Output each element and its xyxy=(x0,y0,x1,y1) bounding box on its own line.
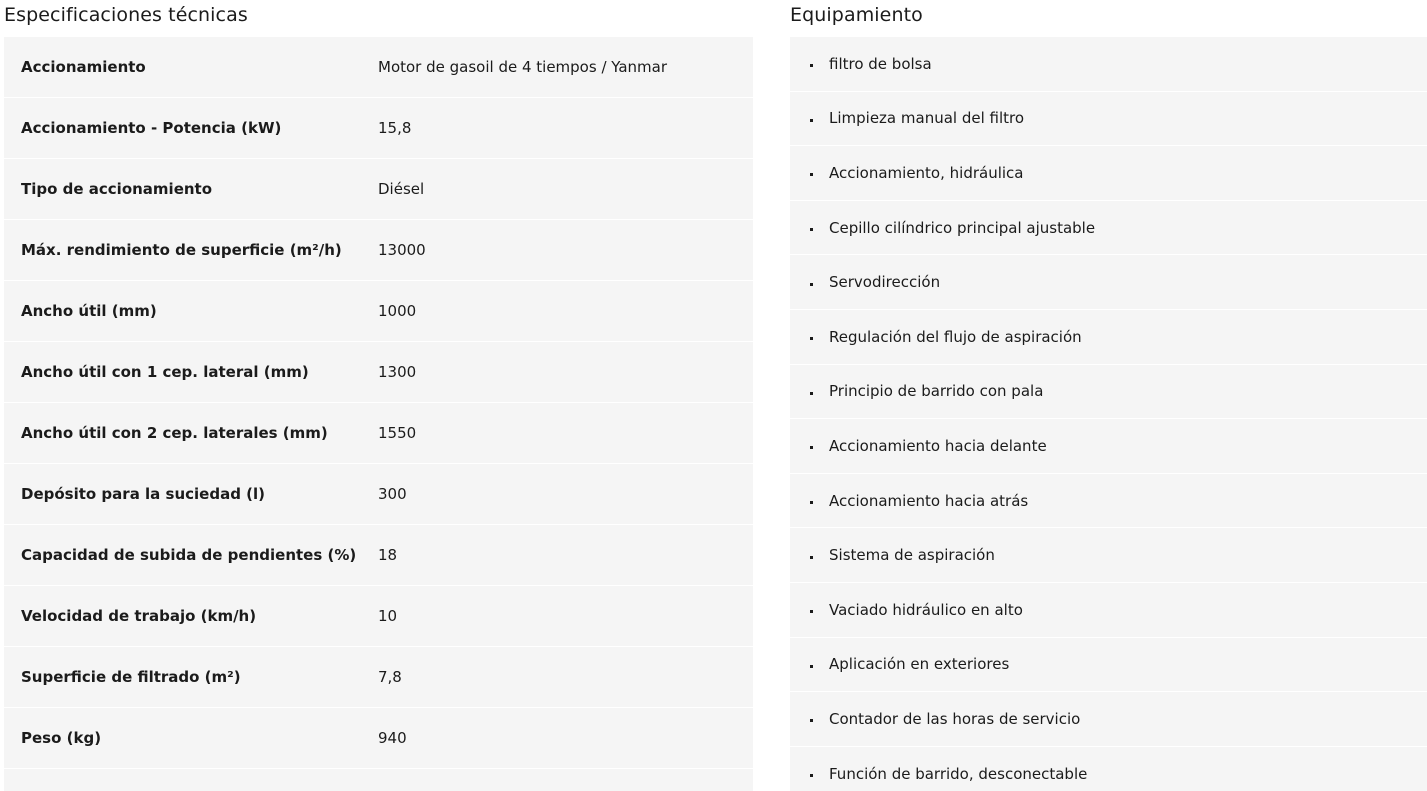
equipment-item-label: Sistema de aspiración xyxy=(829,546,995,565)
bullet-icon xyxy=(810,719,813,722)
equipment-item xyxy=(790,474,1427,529)
spec-value: 10 xyxy=(378,607,398,625)
equipment-item xyxy=(790,528,1427,583)
bullet-icon xyxy=(810,446,813,449)
equipment-item xyxy=(790,201,1427,256)
equipment-item xyxy=(790,310,1427,365)
bullet-icon xyxy=(810,556,813,559)
bullet-icon xyxy=(810,774,813,777)
spec-label: Ancho útil con 2 cep. laterales (mm) xyxy=(21,424,328,442)
spec-row xyxy=(4,159,753,220)
bullet-icon xyxy=(810,665,813,668)
bullet-icon xyxy=(810,119,813,122)
spec-value: 1550 xyxy=(378,424,417,442)
spec-value: 7,8 xyxy=(378,668,402,686)
equipment-item xyxy=(790,146,1427,201)
bullet-icon xyxy=(810,610,813,613)
spec-row xyxy=(4,708,753,769)
spec-value: 940 xyxy=(378,729,407,747)
equipment-item-label: Cepillo cilíndrico principal ajustable xyxy=(829,218,1096,237)
equipment-item-label: Función de barrido, desconectable xyxy=(829,764,1088,783)
equipment-item-label: Principio de barrido con pala xyxy=(829,382,1044,401)
spec-label: Máx. rendimiento de superficie (m²/h) xyxy=(21,241,342,259)
spec-label: Capacidad de subida de pendientes (%) xyxy=(21,546,357,564)
spec-value: 300 xyxy=(378,485,407,503)
spec-value: Diésel xyxy=(378,180,425,198)
equipment-item xyxy=(790,638,1427,693)
equipment-item xyxy=(790,365,1427,420)
bullet-icon xyxy=(810,228,813,231)
equipment-title: Equipamiento xyxy=(790,4,923,26)
spec-label: Peso (kg) xyxy=(21,729,102,747)
spec-label: Tipo de accionamiento xyxy=(21,180,213,198)
equipment-item-label: Aplicación en exteriores xyxy=(829,655,1010,674)
spec-row xyxy=(4,525,753,586)
spec-label: Accionamiento - Potencia (kW) xyxy=(21,119,282,137)
bullet-icon xyxy=(810,64,813,67)
equipment-item-label: Accionamiento hacia delante xyxy=(829,436,1047,455)
spec-label: Velocidad de trabajo (km/h) xyxy=(21,607,257,625)
equipment-item-label: Servodirección xyxy=(829,273,941,292)
equipment-item xyxy=(790,255,1427,310)
spec-row xyxy=(4,37,753,98)
equipment-section xyxy=(790,0,1427,791)
equipment-list xyxy=(790,37,1427,791)
spec-row xyxy=(4,98,753,159)
technical-specs-section xyxy=(4,0,753,791)
spec-label: Accionamiento xyxy=(21,58,146,76)
spec-value: 18 xyxy=(378,546,398,564)
bullet-icon xyxy=(810,392,813,395)
spec-value: 1000 xyxy=(378,302,417,320)
bullet-icon xyxy=(810,337,813,340)
spec-label: Depósito para la suciedad (l) xyxy=(21,485,266,503)
spec-value: 1300 xyxy=(378,363,417,381)
spec-value: Motor de gasoil de 4 tiempos / Yanmar xyxy=(378,58,668,76)
equipment-item xyxy=(790,419,1427,474)
spec-row xyxy=(4,464,753,525)
spec-row xyxy=(4,281,753,342)
bullet-icon xyxy=(810,283,813,286)
spec-row xyxy=(4,403,753,464)
bullet-icon xyxy=(810,173,813,176)
equipment-item xyxy=(790,692,1427,747)
equipment-item-label: Contador de las horas de servicio xyxy=(829,709,1081,728)
bullet-icon xyxy=(810,501,813,504)
equipment-item-label: Accionamiento, hidráulica xyxy=(829,163,1024,182)
spec-label: Ancho útil (mm) xyxy=(21,302,157,320)
equipment-item-label: Accionamiento hacia atrás xyxy=(829,491,1029,510)
technical-specs-table xyxy=(4,37,753,791)
equipment-item xyxy=(790,92,1427,147)
spec-value: 13000 xyxy=(378,241,426,259)
equipment-item xyxy=(790,583,1427,638)
technical-specs-title: Especificaciones técnicas xyxy=(4,4,248,26)
equipment-item-label: Limpieza manual del filtro xyxy=(829,109,1025,128)
spec-row xyxy=(4,586,753,647)
spec-value: 15,8 xyxy=(378,119,412,137)
spec-row xyxy=(4,769,753,791)
equipment-item-label: filtro de bolsa xyxy=(829,54,932,73)
equipment-item-label: Regulación del flujo de aspiración xyxy=(829,327,1082,346)
spec-row xyxy=(4,220,753,281)
spec-row xyxy=(4,647,753,708)
spec-row xyxy=(4,342,753,403)
spec-label: Superficie de filtrado (m²) xyxy=(21,668,241,686)
equipment-item xyxy=(790,37,1427,92)
equipment-item-label: Vaciado hidráulico en alto xyxy=(829,600,1023,619)
equipment-item xyxy=(790,747,1427,791)
spec-label: Ancho útil con 1 cep. lateral (mm) xyxy=(21,363,309,381)
